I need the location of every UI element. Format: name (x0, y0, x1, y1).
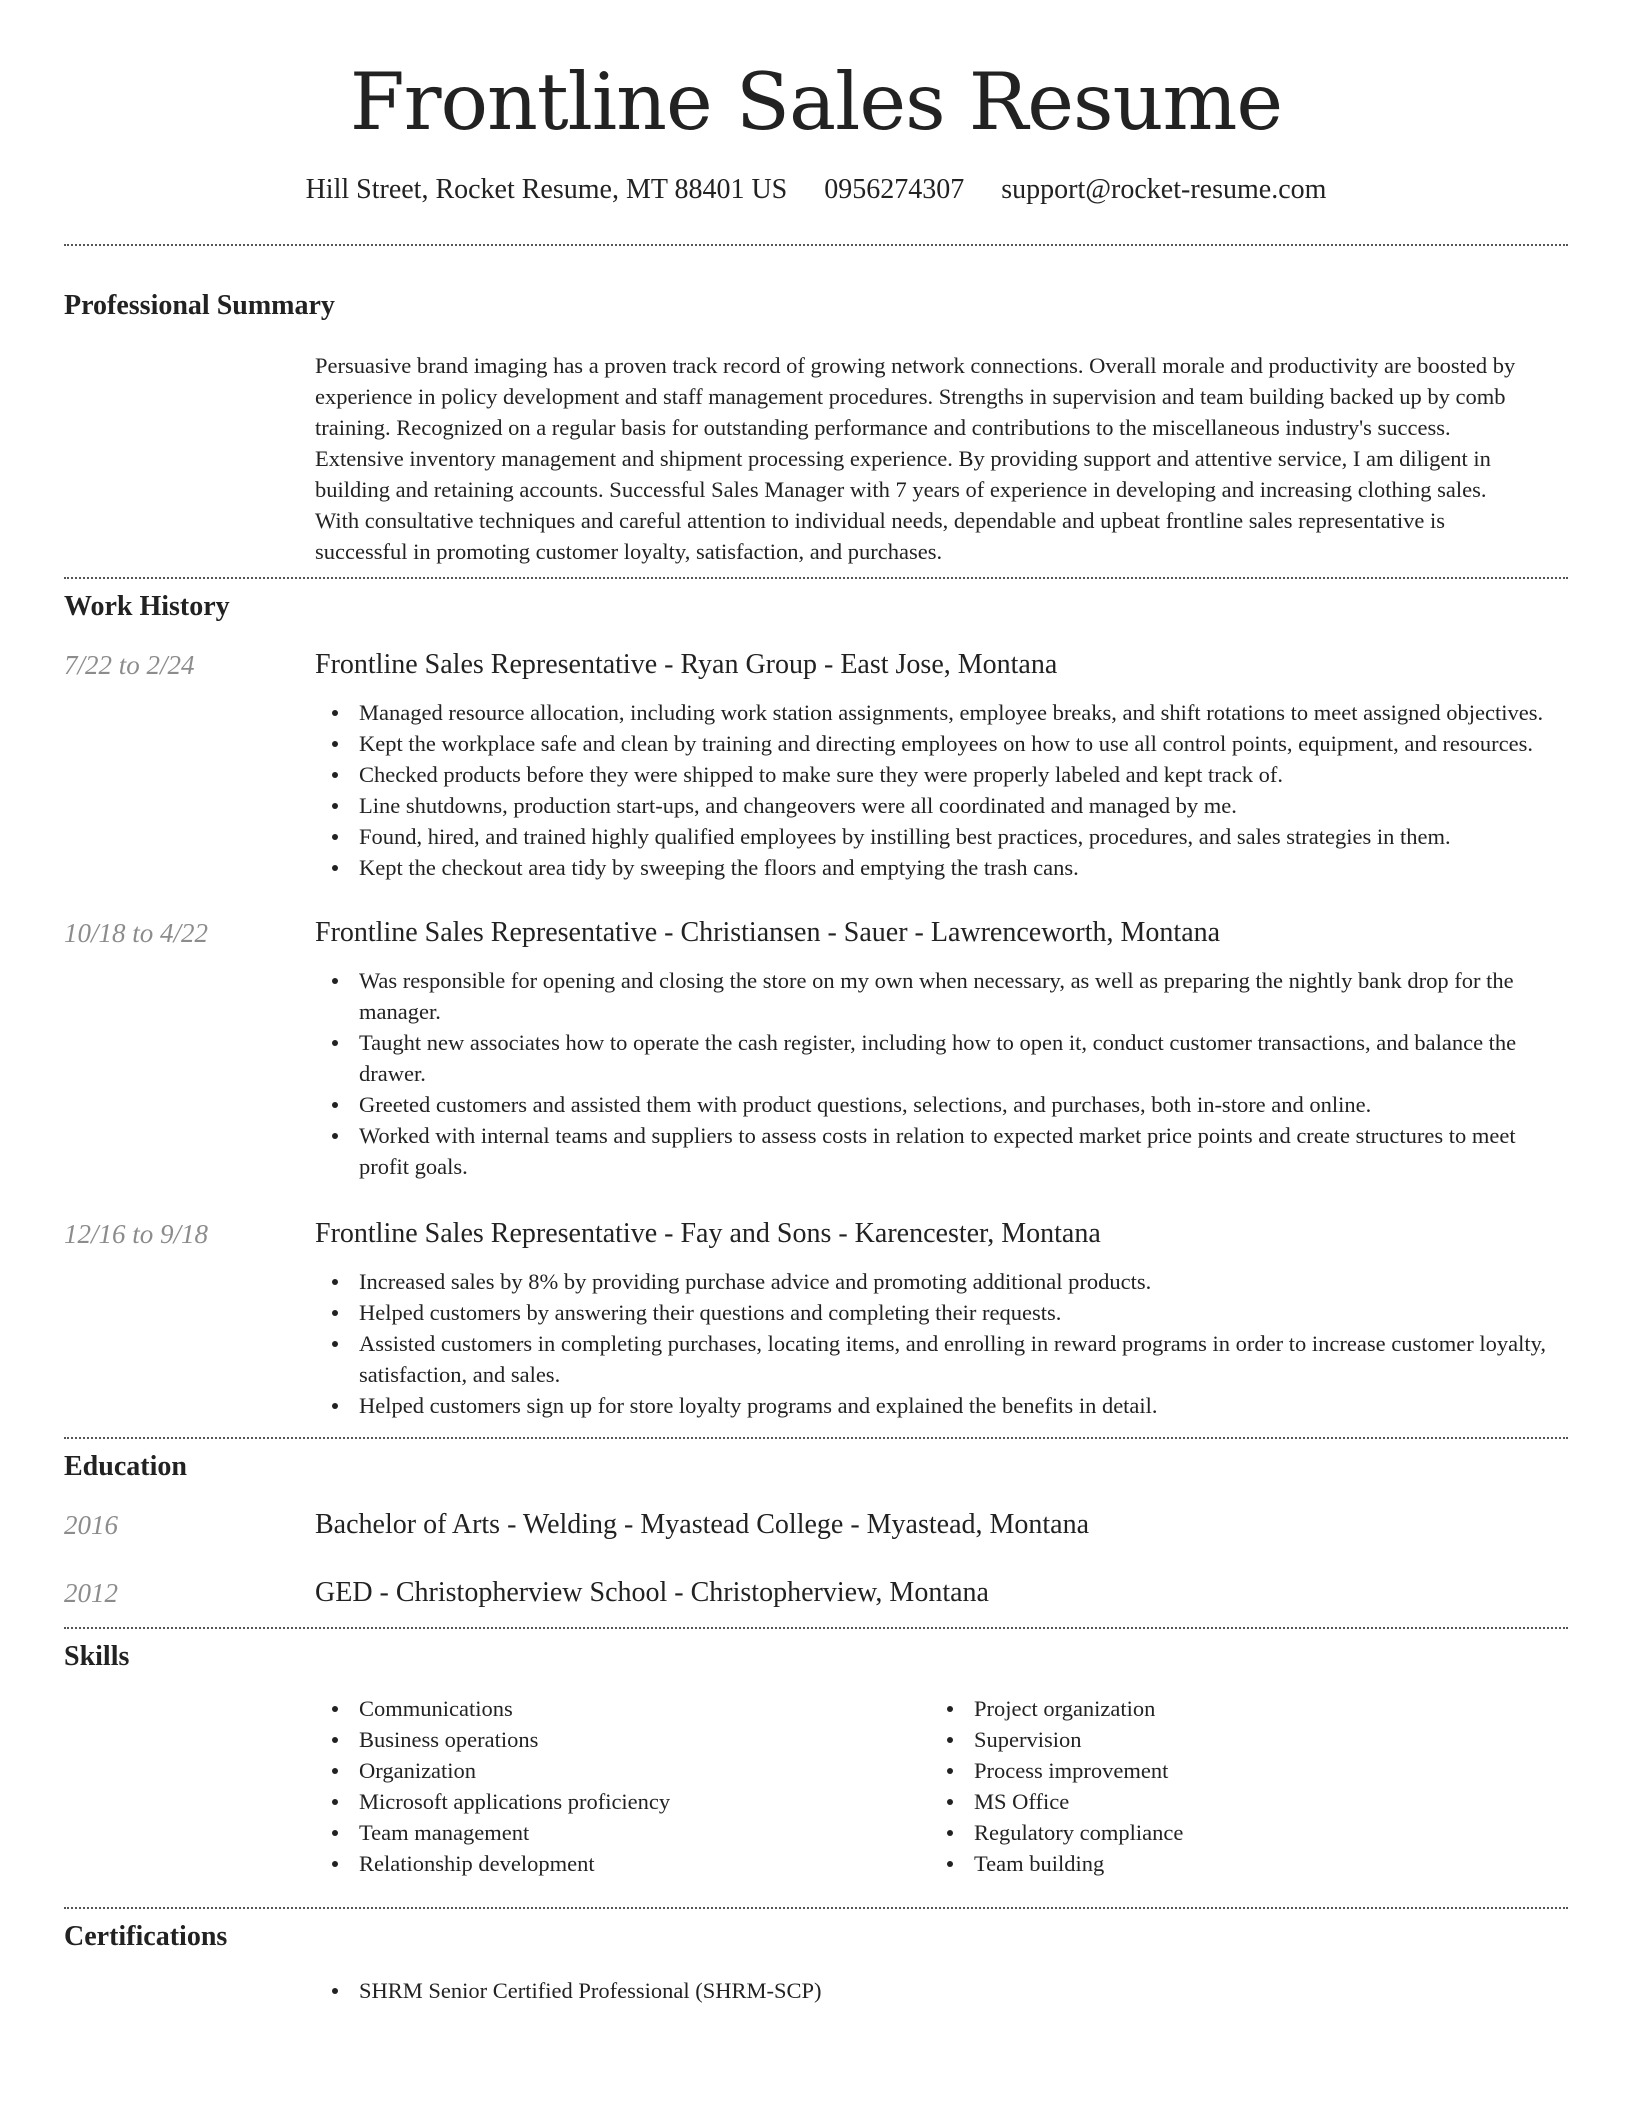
skill-item: Relationship development (315, 1848, 930, 1879)
job-bullets (315, 697, 1568, 883)
skill-item: Organization (315, 1755, 930, 1786)
skill-item: Microsoft applications proficiency (315, 1786, 930, 1817)
job-entry (64, 915, 1568, 1182)
list-item: Kept the checkout area tidy by sweeping the floors and emptying the trash cans. (315, 852, 1568, 883)
job-entry (64, 1216, 1568, 1421)
section-divider (64, 1627, 1568, 1629)
list-item: Worked with internal teams and suppliers to assess costs in relation to expected market price points and create structures to meet profit goals. (315, 1120, 1568, 1182)
list-item: Kept the workplace safe and clean by training and directing employees on how to use all control points, equipment, and resources. (315, 728, 1568, 759)
section-divider (64, 1437, 1568, 1439)
education-year: 2016 (64, 1510, 118, 1540)
section-title-certifications: Certifications (64, 1921, 228, 1952)
education-degree: Bachelor of Arts - Welding - Myastead College - Myastead, Montana (315, 1509, 1090, 1540)
section-title-education: Education (64, 1451, 187, 1482)
contact-address: Hill Street, Rocket Resume, MT 88401 US (305, 174, 788, 205)
list-item: Found, hired, and trained highly qualified employees by instilling best practices, procedures, and sales strategies in them. (315, 821, 1568, 852)
job-bullets (315, 1266, 1568, 1421)
section-divider (64, 1907, 1568, 1909)
section-title-skills: Skills (64, 1641, 130, 1672)
list-item: Greeted customers and assisted them with product questions, selections, and purchases, both in-store and online. (315, 1089, 1568, 1120)
certification-item: SHRM Senior Certified Professional (SHRM-SCP) (315, 1975, 1568, 2006)
list-item: Taught new associates how to operate the cash register, including how to open it, conduct customer transactions, and balance the drawer. (315, 1027, 1568, 1089)
education-entry (64, 1507, 1568, 1543)
job-heading: Frontline Sales Representative - Christiansen - Sauer - Lawrenceworth, Montana (315, 917, 1221, 948)
resume-page (64, 0, 1568, 2006)
list-item: Helped customers by answering their questions and completing their requests. (315, 1297, 1568, 1328)
job-entry (64, 647, 1568, 883)
education-entry (64, 1575, 1568, 1611)
skills-list-left (315, 1693, 930, 1879)
list-item: Line shutdowns, production start-ups, and changeovers were all coordinated and managed by me. (315, 790, 1568, 821)
skill-item: Supervision (930, 1724, 1545, 1755)
job-dates: 12/16 to 9/18 (64, 1219, 209, 1249)
section-title-work: Work History (64, 591, 230, 622)
list-item: Was responsible for opening and closing the store on my own when necessary, as well as preparing the nightly bank drop for the manager. (315, 965, 1568, 1027)
skills-grid (315, 1693, 1568, 1879)
contact-line (64, 170, 1568, 210)
skill-item: Project organization (930, 1693, 1545, 1724)
skill-item: Regulatory compliance (930, 1817, 1545, 1848)
summary-text: Persuasive brand imaging has a proven track record of growing network connections. Overall morale and productivity are boosted by experience in policy development and staff management procedures. Strengths in supervision and team building backed up by comb training. Recognized on a regular basis for outstanding performance and contributions to the miscellaneous industry's success. Extensive inventory management and shipment processing experience. By providing support and attentive service, I am diligent in building and retaining accounts. Successful Sales Manager with 7 years of experience in developing and increasing clothing sales. With consultative techniques and careful attention to individual needs, dependable and upbeat frontline sales representative is successful in promoting customer loyalty, satisfaction, and purchases. (315, 353, 1516, 564)
list-item: Increased sales by 8% by providing purchase advice and promoting additional products. (315, 1266, 1568, 1297)
education-degree: GED - Christopherview School - Christopherview, Montana (315, 1577, 989, 1608)
list-item: Assisted customers in completing purchases, locating items, and enrolling in reward programs in order to increase customer loyalty, satisfaction, and sales. (315, 1328, 1568, 1390)
skill-item: Business operations (315, 1724, 930, 1755)
skill-item: Process improvement (930, 1755, 1545, 1786)
list-item: Checked products before they were shipped to make sure they were properly labeled and kept track of. (315, 759, 1568, 790)
job-dates: 10/18 to 4/22 (64, 918, 209, 948)
job-bullets (315, 965, 1568, 1182)
section-divider (64, 577, 1568, 579)
skills-list-right (930, 1693, 1545, 1879)
job-dates: 7/22 to 2/24 (64, 650, 195, 680)
education-year: 2012 (64, 1578, 118, 1608)
section-title-summary: Professional Summary (64, 290, 335, 321)
skill-item: Team building (930, 1848, 1545, 1879)
section-divider (64, 244, 1568, 246)
job-heading: Frontline Sales Representative - Fay and Sons - Karencester, Montana (315, 1218, 1101, 1249)
skill-item: Communications (315, 1693, 930, 1724)
certifications-list (315, 1975, 1568, 2006)
contact-phone: 0956274307 (824, 174, 965, 205)
skill-item: MS Office (930, 1786, 1545, 1817)
skill-item: Team management (315, 1817, 930, 1848)
contact-email[interactable]: support@rocket-resume.com (1001, 174, 1327, 205)
resume-title: Frontline Sales Resume (349, 56, 1283, 148)
list-item: Helped customers sign up for store loyalty programs and explained the benefits in detail. (315, 1390, 1568, 1421)
list-item: Managed resource allocation, including work station assignments, employee breaks, and shift rotations to meet assigned objectives. (315, 697, 1568, 728)
job-heading: Frontline Sales Representative - Ryan Group - East Jose, Montana (315, 649, 1058, 680)
